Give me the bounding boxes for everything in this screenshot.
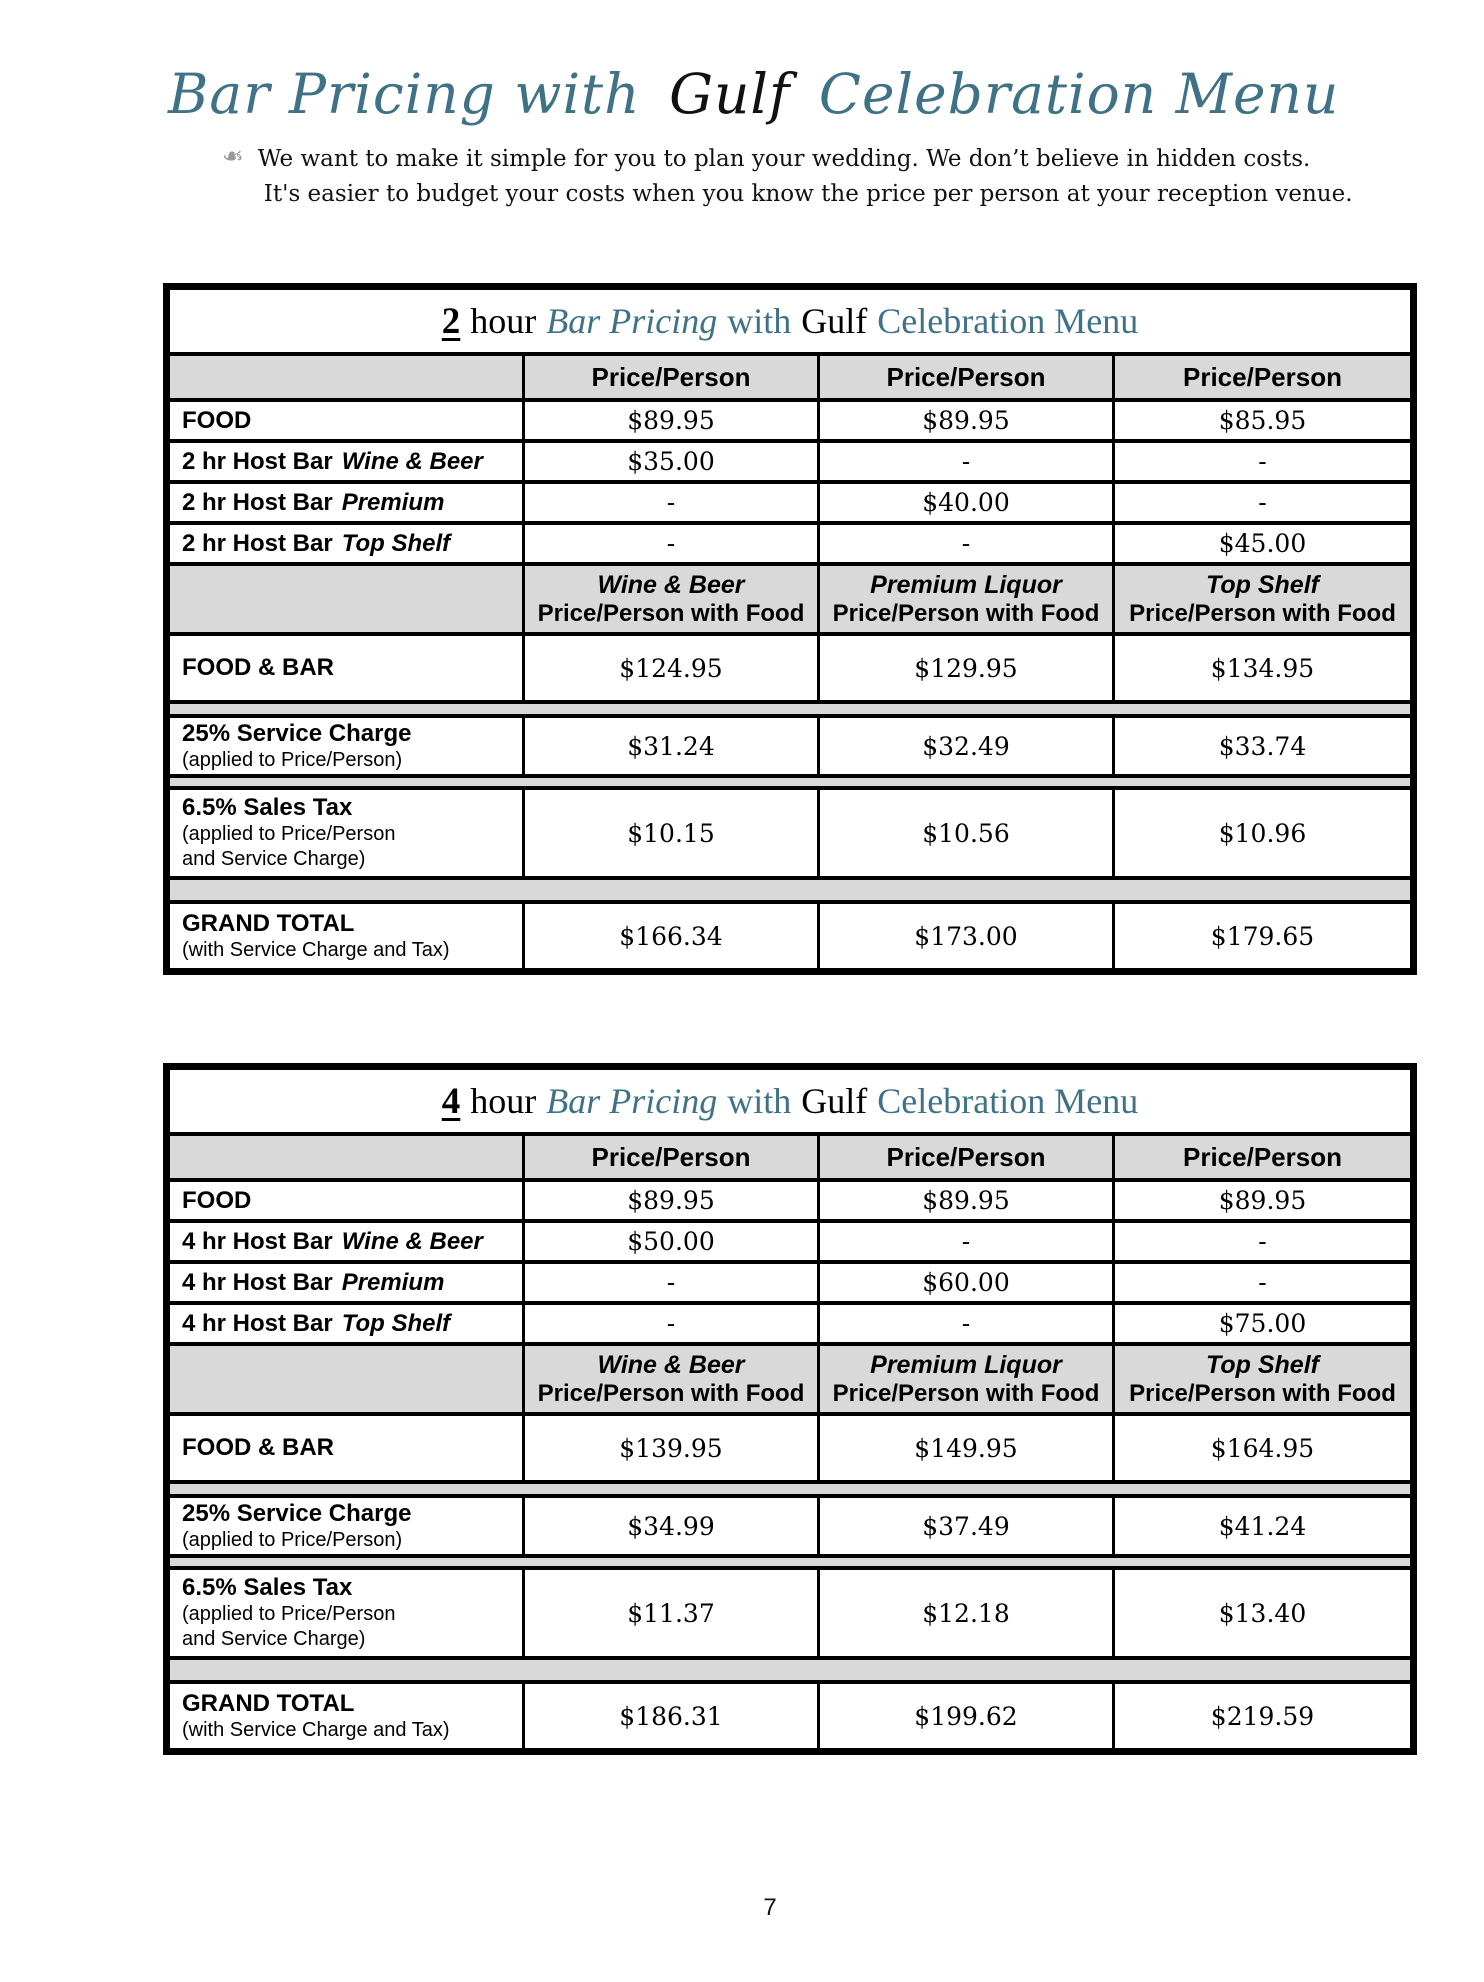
table-row-food (170, 398, 1410, 439)
price-cell: $186.31 (525, 1684, 820, 1748)
table-title-menu: Celebration Menu (877, 301, 1139, 341)
table-row-grand-total (170, 1680, 1410, 1748)
page-title-part-1: Bar Pricing with (168, 62, 641, 126)
table-row-premium (170, 1260, 1410, 1301)
column-header-row (170, 352, 1410, 398)
price-cell: - (1258, 447, 1267, 476)
table-row-premium (170, 480, 1410, 521)
column-header: Price/Person (525, 356, 820, 398)
intro-block (222, 142, 1484, 211)
price-cell: $164.95 (1210, 1433, 1315, 1463)
mid-header: Top Shelf Price/Person with Food (1129, 1350, 1396, 1407)
price-cell: $134.95 (1210, 653, 1315, 683)
separator-band (170, 1554, 1410, 1566)
price-cell: $50.00 (525, 1223, 820, 1260)
price-cell: $35.00 (525, 443, 820, 480)
table-row-wine-beer (170, 439, 1410, 480)
empty-header-cell (170, 1136, 525, 1178)
mid-header-row (170, 562, 1410, 632)
price-cell: $89.95 (820, 402, 1115, 439)
separator-band (170, 774, 1410, 786)
price-cell: - (820, 525, 1115, 562)
separator-band (170, 1480, 1410, 1494)
price-cell: $34.99 (525, 1498, 820, 1554)
row-label: 2 hr Host Bar Premium (170, 484, 525, 521)
price-cell: $60.00 (820, 1264, 1115, 1301)
price-cell: $89.95 (525, 1182, 820, 1219)
price-cell: $129.95 (820, 636, 1115, 700)
price-cell: $219.59 (1210, 1701, 1315, 1731)
mid-header-row (170, 1342, 1410, 1412)
price-cell: - (820, 1223, 1115, 1260)
table-title-gulf: Gulf (801, 1081, 868, 1121)
price-cell: $89.95 (1218, 1186, 1307, 1215)
page-number: 7 (763, 1894, 777, 1921)
price-cell: $11.37 (525, 1570, 820, 1656)
intro-line-1: We want to make it simple for you to plan your wedding. We don’t believe in hidden costs. (257, 146, 1311, 172)
row-label: 2 hr Host Bar Wine & Beer (170, 443, 525, 480)
price-cell: $89.95 (820, 1182, 1115, 1219)
row-label: 25% Service Charge (applied to Price/Person) (170, 718, 525, 774)
price-cell: $10.15 (525, 790, 820, 876)
row-label: 25% Service Charge (applied to Price/Person) (170, 1498, 525, 1554)
empty-header-cell (170, 1346, 525, 1412)
price-cell: $10.96 (1218, 818, 1307, 848)
row-label: 6.5% Sales Tax (applied to Price/Person and Service Charge) (170, 1570, 525, 1656)
table-title-bar-pricing: Bar Pricing (546, 301, 718, 341)
price-cell: - (525, 525, 820, 562)
row-label: GRAND TOTAL (with Service Charge and Tax) (170, 1684, 525, 1748)
table-row-top-shelf (170, 1301, 1410, 1342)
price-cell: $149.95 (820, 1416, 1115, 1480)
table-title-menu: Celebration Menu (877, 1081, 1139, 1121)
price-cell: $173.00 (820, 904, 1115, 968)
price-cell: - (820, 1305, 1115, 1342)
table-row-top-shelf (170, 521, 1410, 562)
price-cell: $32.49 (820, 718, 1115, 774)
row-label: GRAND TOTAL (with Service Charge and Tax) (170, 904, 525, 968)
row-label: 4 hr Host Bar Top Shelf (170, 1305, 525, 1342)
table-title-bar-pricing: Bar Pricing (546, 1081, 718, 1121)
row-label: 4 hr Host Bar Wine & Beer (170, 1223, 525, 1260)
price-cell: - (525, 1264, 820, 1301)
row-label: 2 hr Host Bar Top Shelf (170, 525, 525, 562)
table-row-wine-beer (170, 1219, 1410, 1260)
table-row-sales-tax (170, 786, 1410, 876)
table-title-hour: hour (470, 1081, 537, 1121)
page-title (168, 62, 1484, 126)
mid-header: Wine & Beer Price/Person with Food (525, 1346, 820, 1412)
mid-header: Wine & Beer Price/Person with Food (525, 566, 820, 632)
pricing-table-2hour (163, 283, 1417, 975)
price-cell: $33.74 (1218, 731, 1307, 761)
page-title-part-3: Celebration Menu (818, 62, 1340, 126)
floral-ornament-icon: ❧ (222, 142, 244, 172)
price-cell: $124.95 (525, 636, 820, 700)
price-cell: - (525, 484, 820, 521)
column-header: Price/Person (525, 1136, 820, 1178)
price-cell: - (525, 1305, 820, 1342)
price-cell: $10.56 (820, 790, 1115, 876)
intro-line-2: It's easier to budget your costs when you know the price per person at your reception venue. (263, 180, 1353, 207)
column-header: Price/Person (1183, 1141, 1342, 1172)
price-cell: $45.00 (1218, 529, 1307, 558)
table-row-grand-total (170, 900, 1410, 968)
price-cell: $13.40 (1218, 1598, 1307, 1628)
price-cell: $41.24 (1218, 1511, 1307, 1541)
empty-header-cell (170, 356, 525, 398)
price-cell: $31.24 (525, 718, 820, 774)
table-row-food-and-bar (170, 1412, 1410, 1480)
separator-band (170, 1656, 1410, 1680)
table-title-hour: hour (470, 301, 537, 341)
intro-text (258, 142, 1353, 211)
column-header: Price/Person (1183, 361, 1342, 392)
table-row-service-charge (170, 1494, 1410, 1554)
column-header: Price/Person (820, 356, 1115, 398)
separator-band (170, 876, 1410, 900)
pricing-table-4hour (163, 1063, 1417, 1755)
price-cell: $179.65 (1210, 921, 1315, 951)
mid-header: Premium Liquor Price/Person with Food (820, 566, 1115, 632)
column-header: Price/Person (820, 1136, 1115, 1178)
price-cell: $75.00 (1218, 1309, 1307, 1338)
price-cell: - (1258, 1227, 1267, 1256)
separator-band (170, 700, 1410, 714)
table-hours-number: 4 (441, 1080, 461, 1122)
row-label: FOOD (170, 1182, 525, 1219)
price-cell: $166.34 (525, 904, 820, 968)
price-cell: - (820, 443, 1115, 480)
table-title-gulf: Gulf (801, 301, 868, 341)
page-title-part-2: Gulf (669, 62, 791, 126)
row-label: 6.5% Sales Tax (applied to Price/Person and Service Charge) (170, 790, 525, 876)
table-title-with: with (727, 1081, 792, 1121)
table-row-food-and-bar (170, 632, 1410, 700)
price-cell: $199.62 (820, 1684, 1115, 1748)
empty-header-cell (170, 566, 525, 632)
table-title-2hour (170, 290, 1410, 352)
mid-header: Premium Liquor Price/Person with Food (820, 1346, 1115, 1412)
table-title-with: with (727, 301, 792, 341)
price-cell: - (1258, 488, 1267, 517)
price-cell: $139.95 (525, 1416, 820, 1480)
table-row-food (170, 1178, 1410, 1219)
table-title-4hour (170, 1070, 1410, 1132)
row-label: FOOD & BAR (170, 1416, 525, 1480)
table-row-sales-tax (170, 1566, 1410, 1656)
row-label: 4 hr Host Bar Premium (170, 1264, 525, 1301)
price-cell: - (1258, 1268, 1267, 1297)
price-cell: $89.95 (525, 402, 820, 439)
row-label: FOOD (170, 402, 525, 439)
price-cell: $85.95 (1218, 406, 1307, 435)
row-label: FOOD & BAR (170, 636, 525, 700)
price-cell: $12.18 (820, 1570, 1115, 1656)
table-row-service-charge (170, 714, 1410, 774)
price-cell: $40.00 (820, 484, 1115, 521)
mid-header: Top Shelf Price/Person with Food (1129, 570, 1396, 627)
table-hours-number: 2 (441, 300, 461, 342)
column-header-row (170, 1132, 1410, 1178)
price-cell: $37.49 (820, 1498, 1115, 1554)
